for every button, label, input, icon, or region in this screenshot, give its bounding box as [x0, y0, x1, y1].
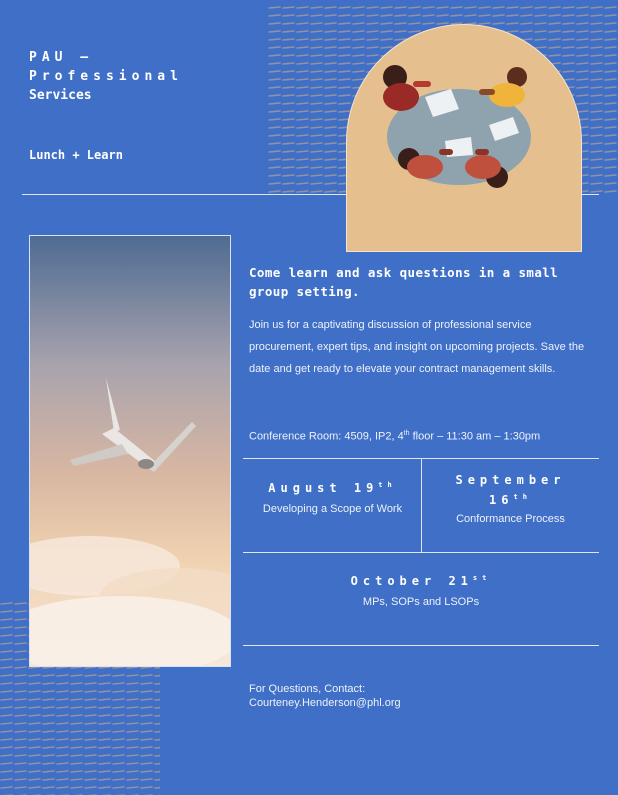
event-date-october	[243, 574, 599, 588]
contact-block	[249, 682, 401, 710]
airplane-photo	[29, 235, 231, 667]
event-date-september-suffix: th	[513, 493, 532, 501]
room-text-rest: floor – 11:30 am – 1:30pm	[409, 430, 541, 443]
event-topic-september: Conformance Process	[456, 513, 565, 525]
title-line-3: Services	[29, 88, 92, 103]
event-date-september	[422, 472, 599, 509]
event-date-august	[244, 481, 421, 495]
airplane-image	[30, 236, 231, 667]
event-topic-august: Developing a Scope of Work	[262, 503, 403, 515]
headline: Come learn and ask questions in a small group setting.	[249, 265, 559, 299]
page-title	[29, 48, 183, 105]
event-topic-october: MPs, SOPs and LSOPs	[362, 596, 480, 608]
meeting-table-image	[347, 25, 582, 252]
meeting-illustration	[346, 24, 582, 252]
title-line-1: PAU –	[29, 50, 94, 65]
event-date-august-text: August 19	[268, 481, 379, 495]
room-info	[249, 430, 599, 443]
description: Join us for a captivating discussion of professional service procurement, expert tips, and insight on upcoming projects. Save the date and get ready to elevate your contract management skills.	[249, 319, 585, 375]
title-line-2: Professional	[29, 69, 183, 84]
event-date-october-suffix: st	[472, 574, 492, 582]
event-date-september-line2: 16	[489, 493, 514, 507]
event-date-september-line1: September	[455, 473, 566, 487]
contact-email[interactable]: Courteney.Henderson@phl.org	[249, 697, 401, 709]
room-text: Conference Room: 4509, IP2, 4	[249, 430, 404, 443]
schedule-middle-divider	[243, 552, 599, 553]
schedule-bottom-divider	[243, 645, 599, 646]
event-date-august-suffix: th	[378, 481, 397, 489]
page-subtitle: Lunch + Learn	[29, 148, 123, 162]
event-date-october-text: October 21	[350, 574, 473, 588]
room-floor-suffix: th	[403, 430, 410, 437]
contact-label: For Questions, Contact:	[249, 683, 366, 695]
